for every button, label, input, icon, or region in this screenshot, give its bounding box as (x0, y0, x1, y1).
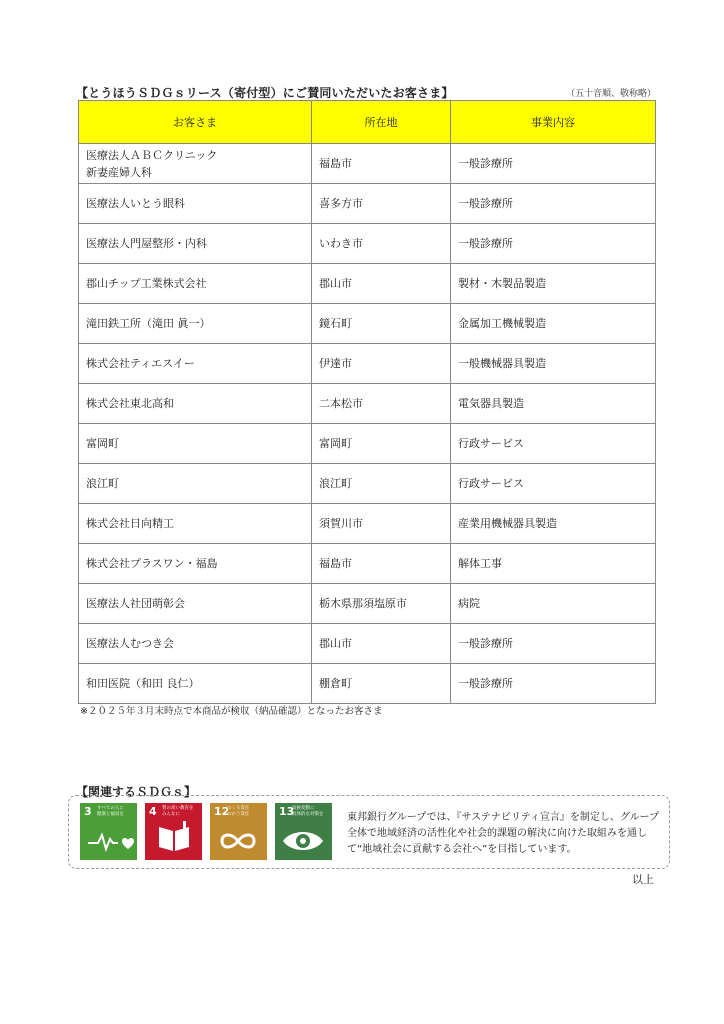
sdg-tile-13 (275, 803, 332, 860)
sdgs-heading: 【関連するＳＤＧｓ】 (76, 785, 197, 799)
cell-business: 産業用機械器具製造 (451, 504, 656, 544)
cell-business: 一般診療所 (451, 144, 656, 184)
footnote: ※２０２５年３月末時点で本商品が検収（納品確認）となったお客さま (80, 706, 383, 717)
cell-customer: 医療法人社団萌彰会 (79, 584, 312, 624)
table-row (79, 664, 656, 704)
cell-location: 二本松市 (312, 384, 451, 424)
table-row (79, 224, 656, 264)
cell-customer: 和田医院（和田 良仁） (79, 664, 312, 704)
cell-business: 解体工事 (451, 544, 656, 584)
column-header-customer: お客さま (79, 101, 312, 144)
cell-business: 一般診療所 (451, 224, 656, 264)
cell-business: 行政サービス (451, 464, 656, 504)
cell-business: 病院 (451, 584, 656, 624)
cell-location: 棚倉町 (312, 664, 451, 704)
table-header-row (79, 101, 656, 144)
sdg-label: 質の高い教育を みんなに (162, 806, 194, 817)
cell-location: 須賀川市 (312, 504, 451, 544)
table-row (79, 344, 656, 384)
table-body (79, 144, 656, 704)
table-row (79, 184, 656, 224)
cell-customer: 滝田鉄工所（滝田 眞一） (79, 304, 312, 344)
sdg-number: 12 (214, 805, 230, 818)
sdg-number: 4 (149, 805, 157, 818)
closing-mark: 以上 (632, 873, 654, 886)
cell-customer: 富岡町 (79, 424, 312, 464)
sdg-tile-12 (210, 803, 267, 860)
cell-business: 一般診療所 (451, 624, 656, 664)
cell-location: 富岡町 (312, 424, 451, 464)
cell-customer: 医療法人門屋整形・内科 (79, 224, 312, 264)
table-row (79, 464, 656, 504)
column-header-business: 事業内容 (451, 101, 656, 144)
table-row (79, 384, 656, 424)
table-row (79, 144, 656, 184)
sdg-tile-3 (80, 803, 137, 860)
cell-location: 福島市 (312, 144, 451, 184)
sdg-number: 3 (84, 805, 92, 818)
table-row (79, 304, 656, 344)
sdgs-description: 東邦銀行グループでは、『サステナビリティ宣言』を制定し、グループ全体で地域経済の活性化や社会的課題の解決に向けた取組みを通して“地域社会に貢献する会社へ”を目指しています。 (347, 812, 660, 855)
sdg-label: すべての人に 健康と福祉を (97, 806, 124, 817)
cell-location: 福島市 (312, 544, 451, 584)
cell-business: 一般機械器具製造 (451, 344, 656, 384)
cell-customer: 医療法人いとう眼科 (79, 184, 312, 224)
column-header-location: 所在地 (312, 101, 451, 144)
sdg-number: 13 (279, 805, 295, 818)
list-heading: 【とうほうＳＤＧｓリース（寄付型）にご賛同いただいたお客さま】 (76, 86, 454, 100)
cell-customer: 株式会社東北高和 (79, 384, 312, 424)
table-row (79, 264, 656, 304)
cell-business: 一般診療所 (451, 184, 656, 224)
cell-location: 栃木県那須塩原市 (312, 584, 451, 624)
cell-customer: 株式会社日向精工 (79, 504, 312, 544)
cell-customer: 株式会社ティエスイー (79, 344, 312, 384)
cell-business: 行政サービス (451, 424, 656, 464)
sdg-label: つくる責任 つかう責任 (227, 806, 250, 817)
cell-customer: 医療法人ＡＢＣクリニック 新妻産婦人科 (79, 144, 312, 184)
cell-location: 郡山市 (312, 264, 451, 304)
cell-customer: 浪江町 (79, 464, 312, 504)
cell-location: 喜多方市 (312, 184, 451, 224)
cell-business: 電気器具製造 (451, 384, 656, 424)
cell-business: 製材・木製品製造 (451, 264, 656, 304)
sdg-label: 気候変動に 具体的な対策を (292, 806, 324, 817)
sdg-tile-4 (145, 803, 202, 860)
cell-location: 郡山市 (312, 624, 451, 664)
table-row (79, 544, 656, 584)
cell-location: 浪江町 (312, 464, 451, 504)
sdgs-panel (68, 795, 670, 869)
table-row (79, 584, 656, 624)
table-row (79, 504, 656, 544)
cell-business: 一般診療所 (451, 664, 656, 704)
cell-business: 金属加工機械製造 (451, 304, 656, 344)
table-row (79, 624, 656, 664)
cell-location: 伊達市 (312, 344, 451, 384)
customer-table (78, 100, 656, 704)
cell-location: 鏡石町 (312, 304, 451, 344)
cell-customer: 医療法人むつき会 (79, 624, 312, 664)
order-note: （五十音順、敬称略） (565, 89, 656, 99)
cell-customer: 株式会社プラスワン・福島 (79, 544, 312, 584)
cell-location: いわき市 (312, 224, 451, 264)
cell-customer: 郡山チップ工業株式会社 (79, 264, 312, 304)
table-row (79, 424, 656, 464)
